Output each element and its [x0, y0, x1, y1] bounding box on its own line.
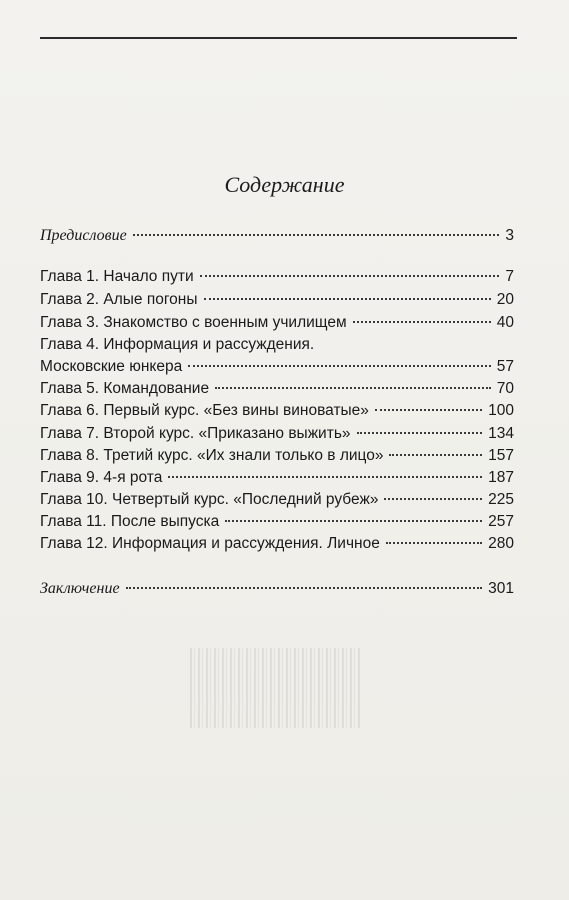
toc-entry-page: 20 — [496, 291, 514, 308]
dot-leader — [386, 542, 482, 544]
toc-entry-chapter-8 — [40, 445, 514, 467]
toc-entry-chapter-1 — [40, 266, 514, 288]
toc-entry-label: Глава 3. Знакомство с военным училищем — [40, 314, 347, 331]
toc-entry-chapter-4-continued — [40, 356, 514, 378]
toc-entry-label: Глава 6. Первый курс. «Без вины виноватые» — [40, 402, 369, 419]
toc-entry-label: Глава 2. Алые погоны — [40, 291, 198, 308]
toc-entry-label: Московские юнкера — [40, 358, 183, 375]
dot-leader — [375, 409, 482, 411]
dot-leader — [188, 365, 491, 367]
toc-entry-label: Глава 11. После выпуска — [40, 513, 220, 530]
toc-entry-page: 134 — [488, 425, 514, 442]
toc-entry-chapter-9 — [40, 467, 514, 489]
toc-entry-page: 70 — [496, 380, 514, 397]
toc-entry-chapter-7 — [40, 423, 514, 445]
toc-entry-label: Глава 7. Второй курс. «Приказано выжить» — [40, 425, 351, 442]
toc-entry-chapter-12 — [40, 533, 514, 555]
show-through-barcode — [190, 648, 360, 728]
dot-leader — [215, 387, 491, 389]
toc-entry-page: 257 — [488, 513, 514, 530]
toc-entry-label: Глава 1. Начало пути — [40, 268, 194, 285]
dot-leader — [225, 520, 482, 522]
dot-leader — [357, 432, 483, 434]
show-through-text — [100, 95, 105, 118]
dot-leader — [133, 234, 500, 236]
toc-entry-page: 301 — [488, 580, 514, 597]
toc-entry-chapter-6 — [40, 400, 514, 422]
toc-entry-page: 280 — [488, 535, 514, 552]
dot-leader — [200, 275, 500, 277]
toc-entry-label: Предисловие — [40, 227, 127, 244]
dot-leader — [353, 321, 491, 323]
toc-title: Содержание — [224, 172, 345, 197]
toc-entry-label: Глава 4. Информация и рассуждения. — [40, 336, 315, 353]
toc-entry-page: 3 — [505, 227, 514, 244]
toc-entry-page: 225 — [488, 491, 514, 508]
dot-leader — [389, 454, 482, 456]
header-rule — [40, 37, 517, 39]
toc-entry-label: Заключение — [40, 580, 120, 597]
toc-entry-conclusion — [40, 578, 514, 600]
toc-entry-label: Глава 12. Информация и рассуждения. Личное — [40, 535, 380, 552]
toc-entry-page: 7 — [505, 268, 514, 285]
toc-entry-label: Глава 8. Третий курс. «Их знали только в лицо» — [40, 447, 384, 464]
show-through-text — [150, 40, 154, 56]
toc-entry-preface — [40, 225, 514, 247]
toc-entry-page: 57 — [496, 358, 514, 375]
toc-entry-label: Глава 10. Четвертый курс. «Последний рубеж» — [40, 491, 379, 508]
dot-leader — [168, 476, 482, 478]
dot-leader — [384, 498, 482, 500]
toc-entry-label: Глава 9. 4-я рота — [40, 469, 163, 486]
toc-entry-chapter-11 — [40, 511, 514, 533]
toc-entry-chapter-3 — [40, 312, 514, 334]
toc-entry-chapter-10 — [40, 489, 514, 511]
toc-entry-page: 100 — [488, 402, 514, 419]
toc-entry-page: 187 — [488, 469, 514, 486]
dot-leader — [204, 298, 491, 300]
toc-entry-chapter-5 — [40, 378, 514, 400]
toc-entry-page: 157 — [488, 447, 514, 464]
toc-entry-chapter-4 — [40, 334, 514, 356]
toc-entry-label: Глава 5. Командование — [40, 380, 210, 397]
toc-entry-page: 40 — [496, 314, 514, 331]
dot-leader — [126, 587, 483, 589]
toc-entry-chapter-2 — [40, 289, 514, 311]
